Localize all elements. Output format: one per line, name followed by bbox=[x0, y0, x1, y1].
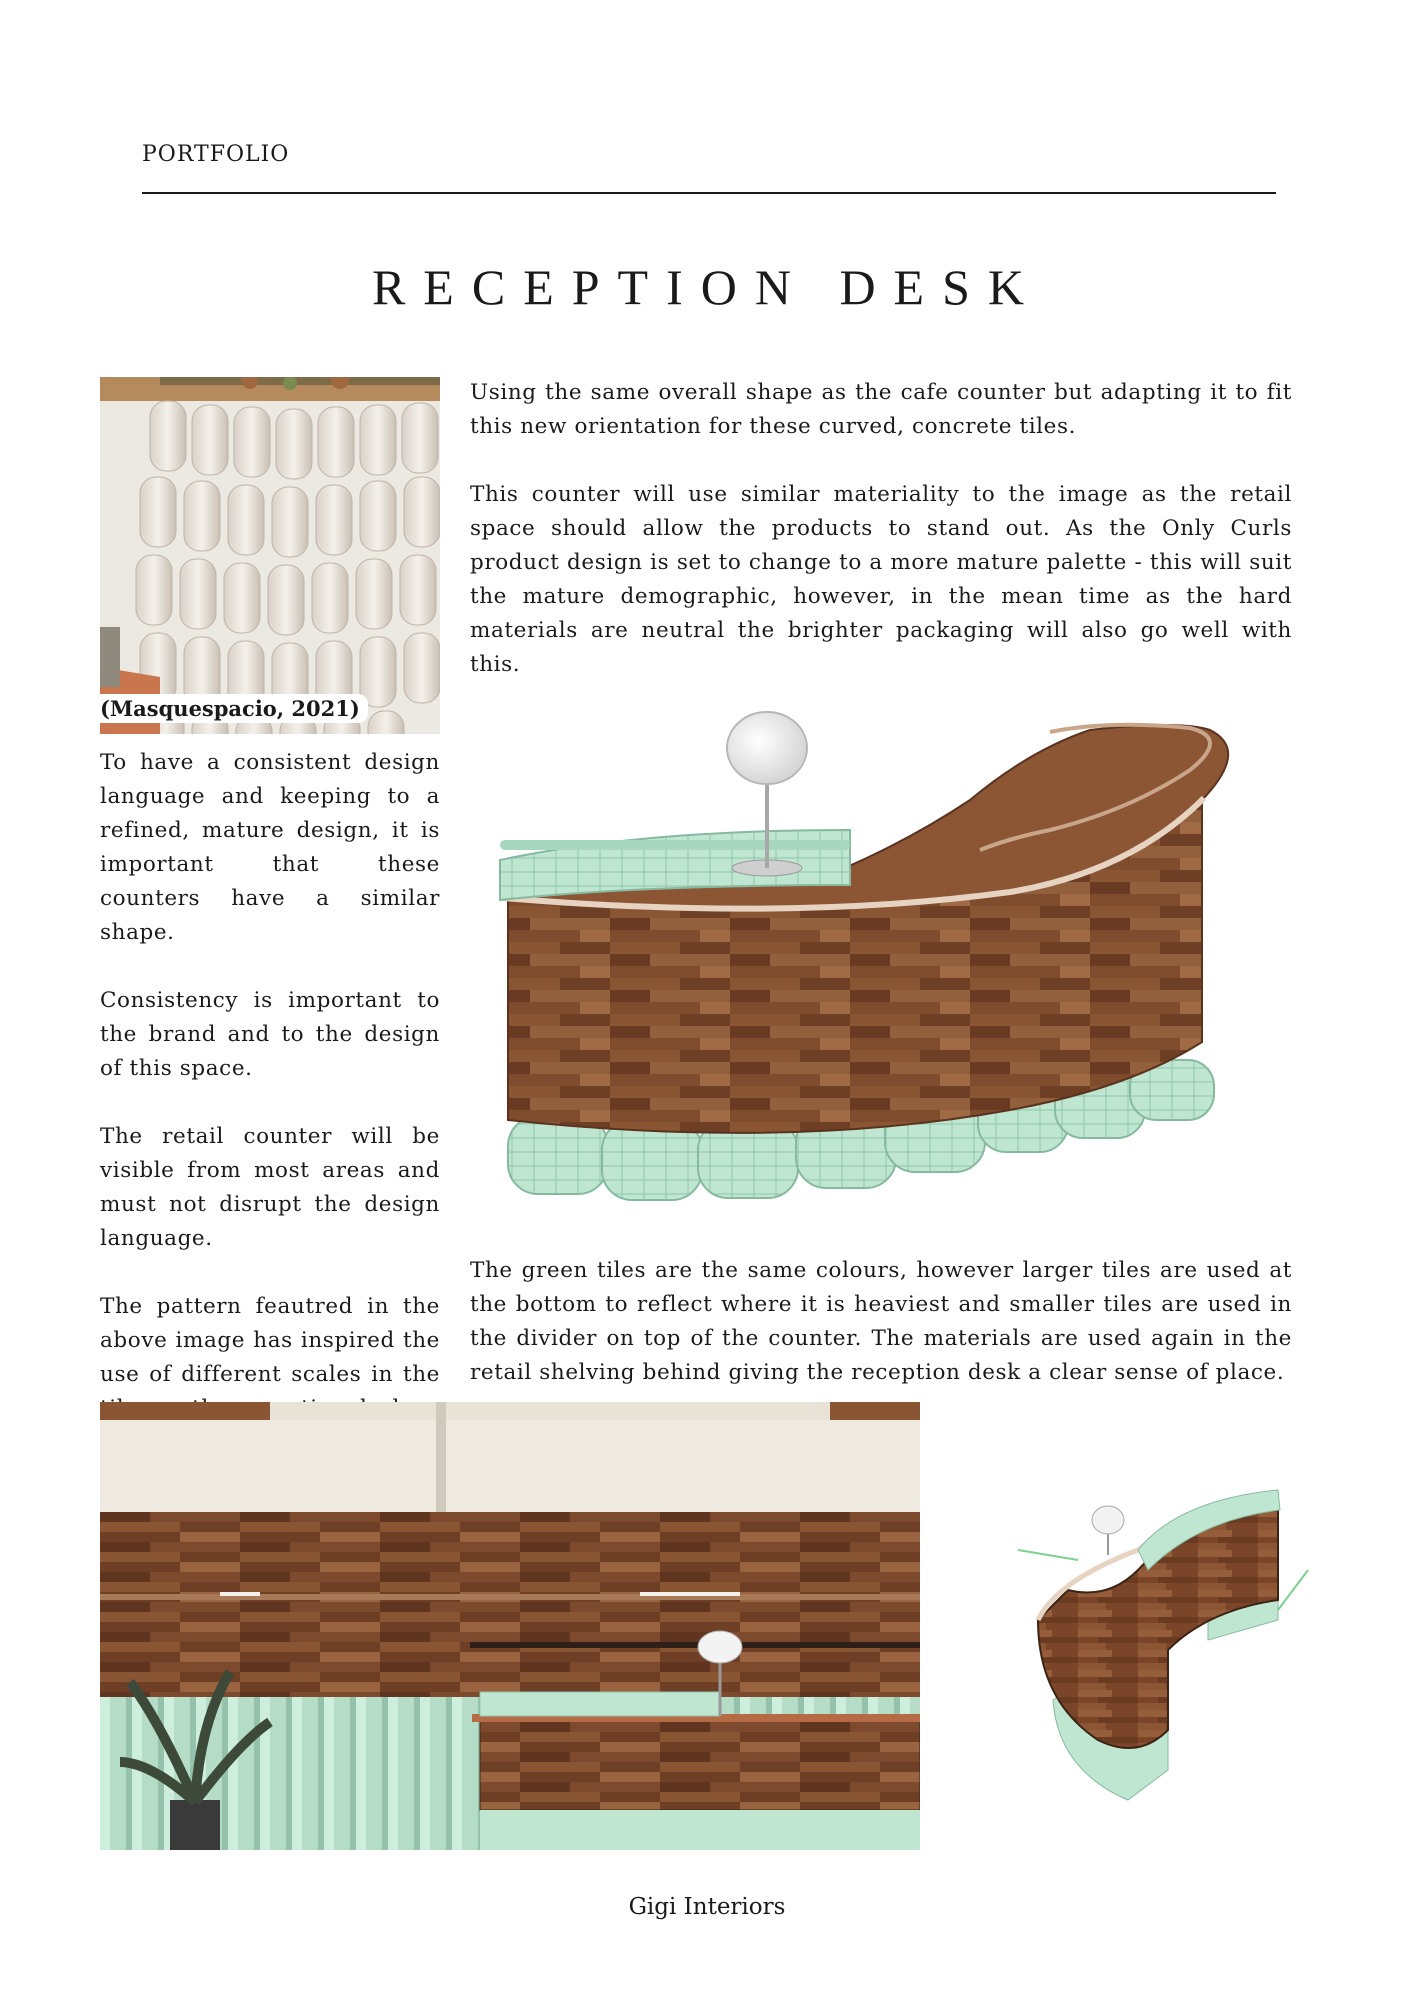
reception-desk-render bbox=[490, 690, 1290, 1210]
intro-paragraph-1: Using the same overall shape as the cafe counter but adapting it to fit this new orientation for these curved, concrete tiles. bbox=[470, 380, 1292, 439]
bottom-paragraph: The green tiles are the same colours, however larger tiles are used at the bottom to reflect where it is heaviest and smaller tiles are used in the divider on top of the counter. The materials are used again in the retail shelving behind giving the reception desk a clear sense of place. bbox=[470, 1258, 1292, 1385]
concrete-tile-wall-image bbox=[100, 377, 440, 734]
reference-photo bbox=[100, 377, 440, 734]
intro-text bbox=[470, 376, 1292, 682]
footer-brand: Gigi Interiors bbox=[628, 1894, 786, 1920]
left-paragraph-3: The retail counter will be visible from most areas and must not disrupt the design language. bbox=[100, 1124, 440, 1251]
left-paragraph-4: The pattern feautred in the above image has inspired the use of different scales in the bbox=[100, 1294, 440, 1387]
page-title: RECEPTION DESK bbox=[371, 259, 1043, 315]
bottom-text bbox=[470, 1254, 1292, 1390]
header-divider bbox=[142, 192, 1276, 194]
image-caption: (Masquespacio, 2021) bbox=[100, 694, 368, 723]
left-paragraph-2: Consistency is important to the brand and to the design of this space. bbox=[100, 988, 440, 1081]
axonometric-render bbox=[1018, 1470, 1318, 1820]
intro-paragraph-2: This counter will use similar materiality to the image as the retail space should allow the products to stand out. As the Only Curls product design is set to change to a more mature palette - this will suit the mature demographic, however, in the mean time as the hard materials are neutral the brighter packaging will also go well with this. bbox=[470, 482, 1292, 677]
reception-axonometric-image bbox=[1018, 1470, 1318, 1820]
reception-elevation-image bbox=[100, 1402, 988, 1850]
left-column-text bbox=[100, 746, 440, 1426]
reception-desk-image bbox=[490, 690, 1290, 1210]
left-paragraph-1: To have a consistent design language and keeping to a refined, mature design, it is important that these counters have a similar shape. bbox=[100, 750, 440, 945]
elevation-render bbox=[100, 1402, 988, 1850]
header-label: PORTFOLIO bbox=[142, 142, 290, 167]
